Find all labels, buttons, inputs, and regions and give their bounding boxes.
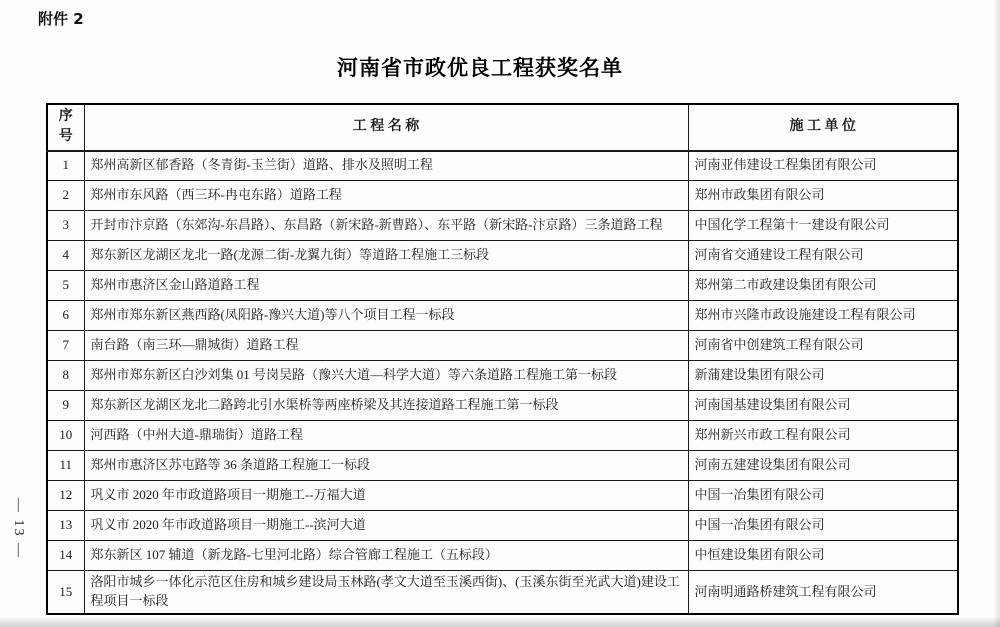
attachment-label: 附件 2: [38, 10, 84, 28]
table-row: [47, 211, 958, 241]
project-name-cell: 郑州高新区郁香路（冬青街-玉兰街）道路、排水及照明工程: [84, 151, 688, 181]
project-name-cell: 郑州市惠济区苏屯路等 36 条道路工程施工一标段: [84, 451, 688, 481]
construction-unit-cell: 郑州第二市政建设集团有限公司: [688, 271, 958, 301]
project-name-cell: 郑东新区 107 辅道（新龙路-七里河北路）综合管廊工程施工（五标段）: [84, 541, 688, 571]
project-name-cell: 南台路（南三环—鼎城街）道路工程: [84, 331, 688, 361]
table-row: [47, 151, 958, 181]
construction-unit-cell: 中国一冶集团有限公司: [688, 511, 958, 541]
column-header-no: 序号: [47, 104, 84, 151]
table-row: [47, 241, 958, 271]
table-row: [47, 421, 958, 451]
construction-unit-cell: 郑州新兴市政工程有限公司: [688, 421, 958, 451]
construction-unit-cell: 中恒建设集团有限公司: [688, 541, 958, 571]
column-header-unit: 施 工 单 位: [688, 104, 958, 151]
table-row: [47, 361, 958, 391]
column-header-project: 工 程 名 称: [84, 104, 688, 151]
table-row: [47, 571, 958, 614]
construction-unit-cell: 河南明通路桥建筑工程有限公司: [688, 571, 958, 614]
construction-unit-cell: 河南亚伟建设工程集团有限公司: [688, 151, 958, 181]
table-row: [47, 511, 958, 541]
construction-unit-cell: 河南五建建设集团有限公司: [688, 451, 958, 481]
construction-unit-cell: 郑州市兴隆市政设施建设工程有限公司: [688, 301, 958, 331]
row-number-cell: 12: [47, 481, 84, 511]
project-name-cell: 郑州市东风路（西三环-冉屯东路）道路工程: [84, 181, 688, 211]
page-edge-shadow-bottom: [0, 617, 1000, 627]
project-name-cell: 巩义市 2020 年市政道路项目一期施工--滨河大道: [84, 511, 688, 541]
construction-unit-cell: 河南省交通建设工程有限公司: [688, 241, 958, 271]
row-number-cell: 3: [47, 211, 84, 241]
row-number-cell: 7: [47, 331, 84, 361]
project-name-cell: 郑州市惠济区金山路道路工程: [84, 271, 688, 301]
table-row: [47, 541, 958, 571]
construction-unit-cell: 河南省中创建筑工程有限公司: [688, 331, 958, 361]
page-title: 河南省市政优良工程获奖名单: [337, 56, 623, 80]
row-number-cell: 13: [47, 511, 84, 541]
table-row: [47, 451, 958, 481]
row-number-cell: 11: [47, 451, 84, 481]
construction-unit-cell: 新蒲建设集团有限公司: [688, 361, 958, 391]
construction-unit-cell: 中国一冶集团有限公司: [688, 481, 958, 511]
row-number-cell: 4: [47, 241, 84, 271]
row-number-cell: 1: [47, 151, 84, 181]
project-name-cell: 郑州市郑东新区白沙刘集 01 号岗吴路（豫兴大道—科学大道）等六条道路工程施工第一标段: [84, 361, 688, 391]
row-number-cell: 5: [47, 271, 84, 301]
project-name-cell: 洛阳市城乡一体化示范区住房和城乡建设局玉林路(孝文大道至玉溪西街)、(玉溪东街至光武大道)建设工程项目一标段: [84, 571, 688, 614]
table-row: [47, 331, 958, 361]
row-number-cell: 6: [47, 301, 84, 331]
table-row: [47, 181, 958, 211]
construction-unit-cell: 中国化学工程第十一建设有限公司: [688, 211, 958, 241]
table-row: [47, 481, 958, 511]
row-number-cell: 2: [47, 181, 84, 211]
project-name-cell: 郑东新区龙湖区龙北一路(龙源二街-龙翼九街）等道路工程施工三标段: [84, 241, 688, 271]
project-name-cell: 河西路（中州大道-鼎瑞街）道路工程: [84, 421, 688, 451]
row-number-cell: 15: [47, 571, 84, 614]
row-number-cell: 14: [47, 541, 84, 571]
row-number-cell: 10: [47, 421, 84, 451]
project-name-cell: 郑东新区龙湖区龙北二路跨北引水渠桥等两座桥梁及其连接道路工程施工第一标段: [84, 391, 688, 421]
construction-unit-cell: 郑州市政集团有限公司: [688, 181, 958, 211]
project-name-cell: 郑州市郑东新区燕西路(凤阳路-豫兴大道)等八个项目工程一标段: [84, 301, 688, 331]
page-edge-shadow-right: [993, 0, 1000, 627]
awards-table: [46, 103, 959, 615]
table-row: [47, 271, 958, 301]
page-number: — 13 —: [11, 497, 26, 559]
project-name-cell: 巩义市 2020 年市政道路项目一期施工--万福大道: [84, 481, 688, 511]
row-number-cell: 9: [47, 391, 84, 421]
row-number-cell: 8: [47, 361, 84, 391]
project-name-cell: 开封市汴京路（东郊沟-东昌路）、东昌路（新宋路-新曹路）、东平路（新宋路-汴京路）三条道路工程: [84, 211, 688, 241]
header-row: [47, 104, 958, 151]
table-row: [47, 301, 958, 331]
construction-unit-cell: 河南国基建设集团有限公司: [688, 391, 958, 421]
table-row: [47, 391, 958, 421]
